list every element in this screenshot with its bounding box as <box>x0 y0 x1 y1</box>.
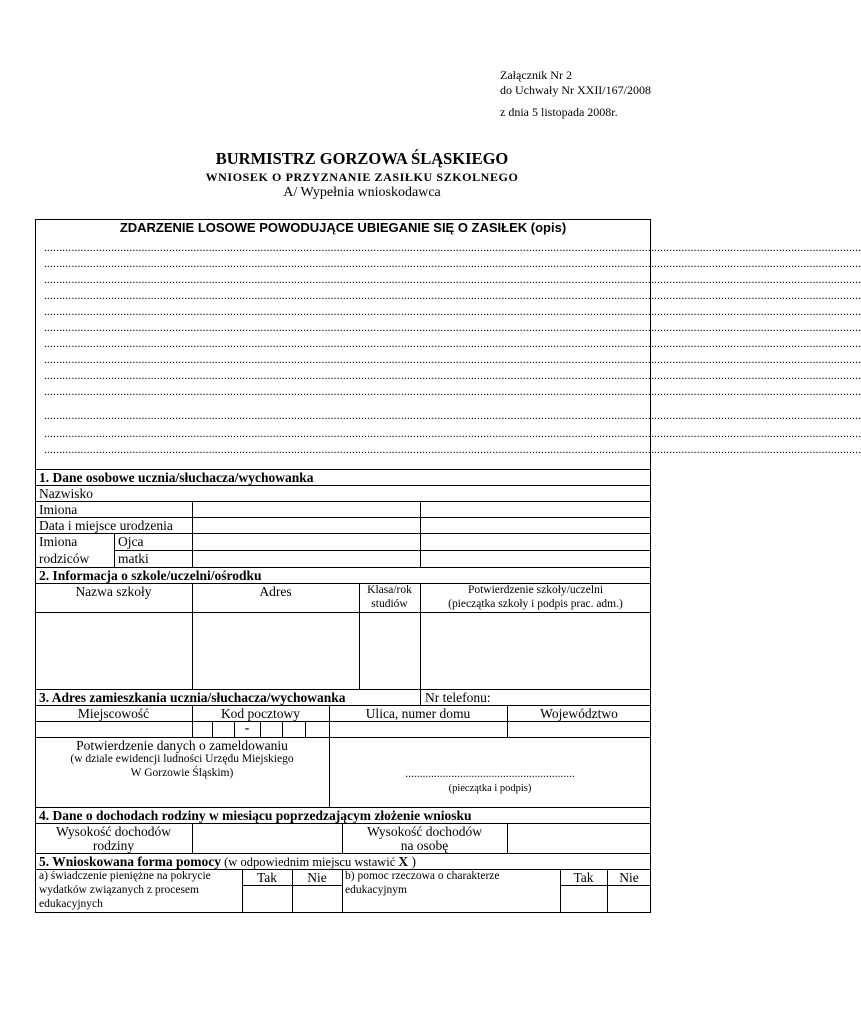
description-line[interactable]: ............................................................................................................................................................................................................................................................................ <box>44 354 861 366</box>
parents-label-2: rodziców <box>39 551 90 566</box>
class-header-2: studiów <box>371 598 408 610</box>
description-line[interactable]: ............................................................................................................................................................................................................................................................................ <box>44 444 861 456</box>
parents-label: Imiona <box>39 534 78 549</box>
section5-hint: (w odpowiednim miejscu wstawić <box>221 855 399 869</box>
per-person-income-field[interactable] <box>508 824 651 853</box>
description-line[interactable]: ............................................................................................................................................................................................................................................................................ <box>44 258 861 270</box>
incident-heading: ZDARZENIE LOSOWE POWODUJĄCE UBIEGANIE SIĘ O ZASIŁEK (opis) <box>119 220 567 235</box>
page-title: BURMISTRZ GORZOWA ŚLĄSKIEGO <box>215 149 509 168</box>
class-header: Klasa/rok <box>367 584 412 596</box>
annex-label: Załącznik Nr 2 <box>500 68 572 82</box>
per-person-income-label-2: na osobę <box>400 838 449 853</box>
option-b-label-2: edukacyjnym <box>345 884 407 896</box>
section1-heading: 1. Dane osobowe ucznia/słuchacza/wychowanka <box>39 470 314 485</box>
section5-hint-end: ) <box>408 854 417 869</box>
option-a-label-2: wydatków związanych z procesem <box>39 884 199 896</box>
option-a-yes-checkbox[interactable] <box>243 886 292 913</box>
school-address-field[interactable] <box>193 613 359 689</box>
street-field[interactable] <box>330 722 507 737</box>
city-header: Miejscowość <box>77 706 150 721</box>
section3-heading: 3. Adres zamieszkania ucznia/słuchacza/wychowanka <box>39 690 346 705</box>
street-header: Ulica, numer domu <box>365 706 471 721</box>
form-part: A/ Wypełnia wnioskodawca <box>283 185 441 200</box>
city-field[interactable] <box>36 722 192 737</box>
father-name-field[interactable] <box>193 534 420 550</box>
mother-name-field[interactable] <box>193 551 420 567</box>
postal-header: Kod pocztowy <box>220 706 301 721</box>
stamp-dots: ........................................................... <box>405 768 575 780</box>
school-confirm-note: (pieczątka szkoły i podpis prac. adm.) <box>448 598 623 610</box>
first-name-field[interactable] <box>193 502 420 517</box>
class-field[interactable] <box>360 613 420 689</box>
resolution-date: z dnia 5 listopada 2008r. <box>500 105 618 119</box>
divider <box>114 533 115 567</box>
divider <box>329 737 651 738</box>
section5-heading: 5. Wnioskowana forma pomocy <box>39 854 222 869</box>
description-line[interactable]: ............................................................................................................................................................................................................................................................................ <box>44 290 861 302</box>
option-a-no-checkbox[interactable] <box>293 886 342 913</box>
option-b-no-checkbox[interactable] <box>608 886 651 913</box>
divider <box>305 721 306 737</box>
option-a-no: Nie <box>307 870 327 885</box>
per-person-income-label: Wysokość dochodów <box>366 824 483 839</box>
birth-label: Data i miejsce urodzenia <box>39 518 173 533</box>
section5-heading-row <box>39 854 416 870</box>
school-name-field[interactable] <box>36 613 192 689</box>
surname-label: Nazwisko <box>39 486 93 501</box>
family-income-label-2: rodziny <box>92 838 135 853</box>
description-line[interactable]: ............................................................................................................................................................................................................................................................................ <box>44 370 861 382</box>
registration-note: (w dziale ewidencji ludności Urzędu Miejskiego <box>70 753 294 765</box>
resolution-label: do Uchwały Nr XXII/167/2008 <box>500 83 651 97</box>
registration-note-2: W Gorzowie Śląskim) <box>130 767 234 779</box>
description-line[interactable]: ............................................................................................................................................................................................................................................................................ <box>44 428 861 440</box>
option-b-yes-checkbox[interactable] <box>561 886 607 913</box>
surname-field[interactable] <box>193 486 651 501</box>
description-line[interactable]: ............................................................................................................................................................................................................................................................................ <box>44 306 861 318</box>
section5-hint-x: X <box>398 854 409 869</box>
section4-heading: 4. Dane o dochodach rodziny w miesiącu poprzedzającym złożenie wniosku <box>39 808 472 823</box>
section2-heading: 2. Informacja o szkole/uczelni/ośrodku <box>39 568 262 583</box>
option-a-label: a) świadczenie pieniężne na pokrycie <box>39 870 211 882</box>
second-name-field[interactable] <box>421 502 651 517</box>
option-a-yes: Tak <box>256 870 278 885</box>
school-name-header: Nazwa szkoły <box>75 584 152 599</box>
stamp-label: (pieczątka i podpis) <box>448 783 532 794</box>
divider <box>260 721 261 737</box>
first-names-label: Imiona <box>39 502 78 517</box>
school-confirm-header: Potwierdzenie szkoły/uczelni <box>467 584 604 596</box>
option-b-label: b) pomoc rzeczowa o charakterze <box>345 870 500 882</box>
option-b-yes: Tak <box>573 870 594 885</box>
registration-confirm: Potwierdzenie danych o zameldowaniu <box>76 738 288 753</box>
description-line[interactable]: ............................................................................................................................................................................................................................................................................ <box>44 410 861 422</box>
province-field[interactable] <box>508 722 651 737</box>
description-line[interactable]: ............................................................................................................................................................................................................................................................................ <box>44 386 861 398</box>
description-line[interactable]: ............................................................................................................................................................................................................................................................................ <box>44 242 861 254</box>
divider <box>212 721 213 737</box>
postal-dash: - <box>244 720 250 735</box>
divider <box>282 721 283 737</box>
description-line[interactable]: ............................................................................................................................................................................................................................................................................ <box>44 338 861 350</box>
father-label: Ojca <box>118 534 144 549</box>
province-header: Województwo <box>540 706 618 721</box>
form-name: WNIOSEK O PRZYZNANIE ZASIŁKU SZKOLNEGO <box>205 170 519 184</box>
family-income-field[interactable] <box>193 824 342 853</box>
birth-date-field[interactable] <box>193 518 420 533</box>
address-header: Adres <box>259 584 292 599</box>
family-income-label: Wysokość dochodów <box>55 824 172 839</box>
mother-label: matki <box>118 551 149 566</box>
birth-place-field[interactable] <box>421 518 651 533</box>
description-line[interactable]: ............................................................................................................................................................................................................................................................................ <box>44 322 861 334</box>
divider <box>420 689 421 705</box>
description-line[interactable]: ............................................................................................................................................................................................................................................................................ <box>44 274 861 286</box>
option-b-no: Nie <box>619 870 639 885</box>
option-a-label-3: edukacyjnych <box>39 898 103 910</box>
divider <box>342 869 343 913</box>
phone-label: Nr telefonu: <box>425 690 491 705</box>
